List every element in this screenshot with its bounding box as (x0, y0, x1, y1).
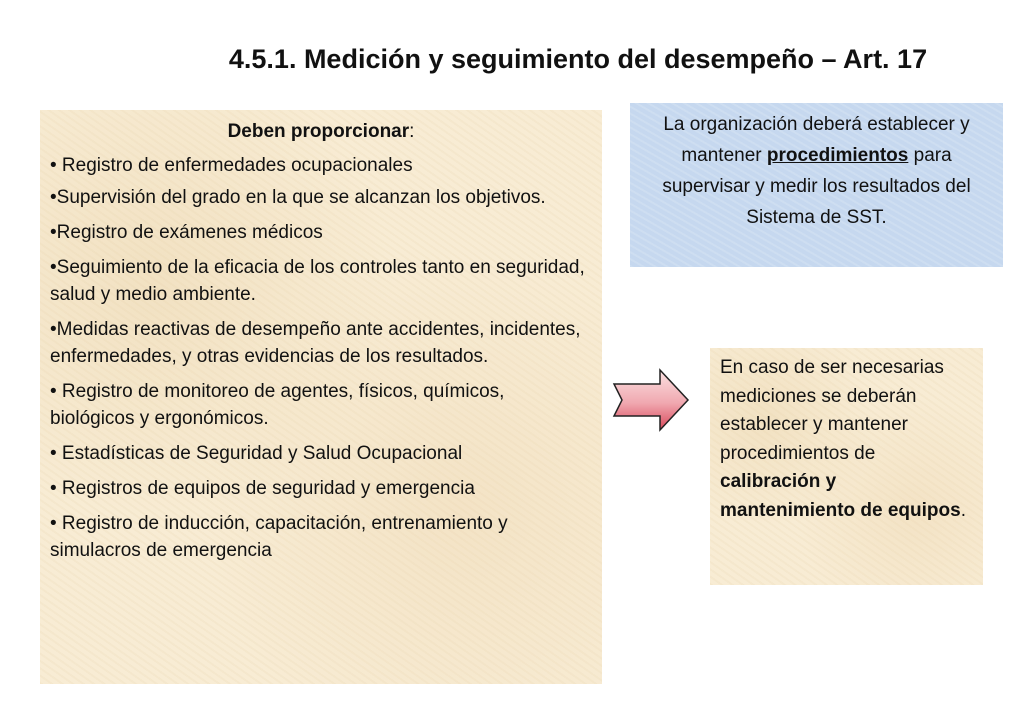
calibration-note (710, 348, 983, 585)
organization-note (630, 103, 1003, 267)
procedures-emphasis: procedimientos (766, 145, 909, 166)
requirements-panel (40, 110, 602, 684)
list-item: •Supervisión del grado en la que se alcanzan los objetivos. (50, 187, 546, 208)
heading-text: Deben proporcionar (227, 121, 410, 142)
list-item: • Estadísticas de Seguridad y Salud Ocupacional (50, 443, 463, 464)
requirements-heading (50, 118, 592, 145)
calibration-emphasis: calibración y mantenimiento de equipos (720, 471, 961, 521)
list-item: • Registro de inducción, capacitación, entrenamiento y simulacros de emergencia (50, 513, 508, 561)
calibration-text-after: . (960, 499, 966, 521)
calibration-text-before: En caso de ser necesarias mediciones se deberán establecer y mantener procedimientos de (720, 357, 944, 464)
list-item: •Seguimiento de la eficacia de los controles tanto en seguridad, salud y medio ambiente. (50, 257, 585, 305)
page-title: 4.5.1. Medición y seguimiento del desempeño – Art. 17 (228, 44, 928, 74)
list-item: •Medidas reactivas de desempeño ante accidentes, incidentes, enfermedades, y otras evidencias de los resultados. (50, 319, 581, 367)
list-item: • Registros de equipos de seguridad y emergencia (50, 478, 475, 499)
note-text-before: La organización deberá establecer y mantener (663, 114, 970, 166)
note-text-after: para supervisar y medir los resultados del Sistema de SST. (662, 145, 971, 228)
list-item: • Registro de enfermedades ocupacionales (50, 155, 413, 176)
list-item: •Registro de exámenes médicos (50, 222, 323, 243)
list-item: • Registro de monitoreo de agentes, físicos, químicos, biológicos y ergonómicos. (50, 381, 505, 429)
right-arrow-icon (612, 368, 690, 432)
heading-colon: : (409, 121, 415, 142)
